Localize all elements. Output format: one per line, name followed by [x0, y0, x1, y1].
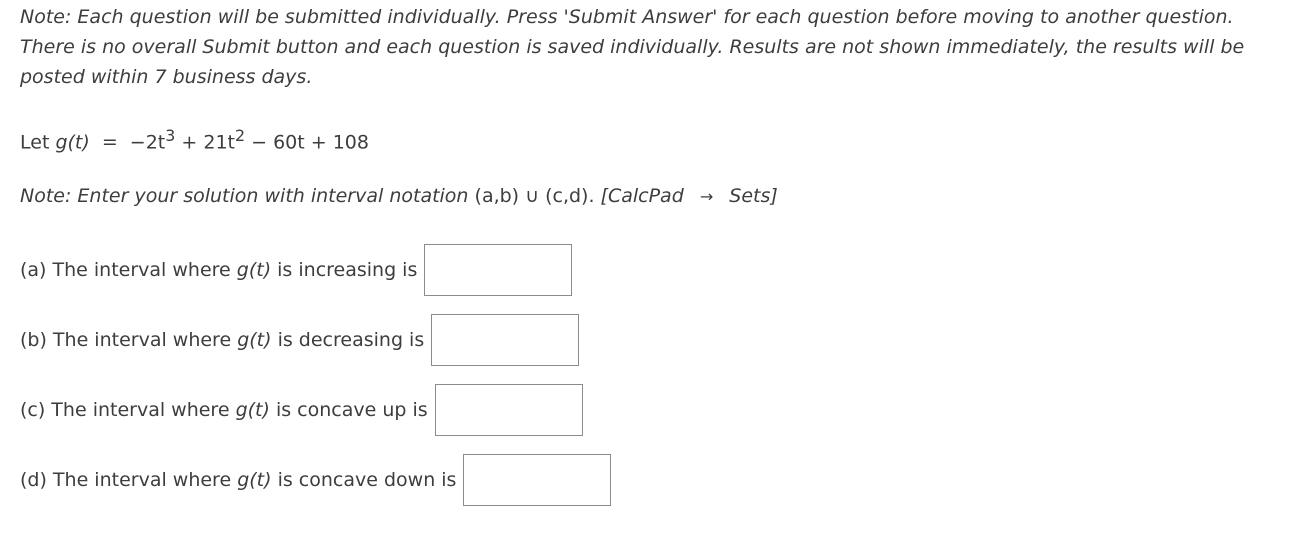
question-d-label — [20, 465, 456, 495]
question-b-label — [20, 325, 424, 355]
equals-sign: = — [101, 131, 118, 154]
question-c-prefix: (c) The interval where — [20, 399, 230, 421]
arrow-right-icon: → — [699, 187, 714, 206]
question-a — [20, 244, 572, 296]
question-d-func: g(t) — [237, 469, 272, 491]
term-rest: − 60t + 108 — [251, 131, 369, 154]
question-c-func: g(t) — [235, 399, 270, 421]
answer-input-c[interactable] — [435, 384, 583, 436]
calcpad-label: [CalcPad — [600, 185, 684, 207]
question-d — [20, 454, 611, 506]
interval-notation-note — [20, 181, 778, 212]
submission-note: Note: Each question will be submitted individually. Press 'Submit Answer' for each question before moving to another question. There is no overall Submit button and each question is saved individually. Results are not shown immediately, the results will be posted within 7 business days. — [20, 6, 1245, 88]
question-c-suffix: is concave up is — [275, 399, 428, 421]
exponent-3: 3 — [165, 126, 176, 145]
term-cubic: −2t — [129, 131, 166, 154]
answer-input-b[interactable] — [431, 314, 579, 366]
function-definition — [20, 121, 369, 157]
question-c-label — [20, 395, 428, 425]
exponent-2: 2 — [234, 126, 246, 145]
question-a-prefix: (a) The interval where — [20, 259, 231, 281]
interval-note-example: (a,b) ∪ (c,d). — [474, 185, 595, 207]
question-b — [20, 314, 579, 366]
answer-input-d[interactable] — [463, 454, 611, 506]
let-label: Let — [20, 131, 50, 154]
function-name: g(t) — [55, 131, 90, 154]
question-b-prefix: (b) The interval where — [20, 329, 232, 351]
answer-input-a[interactable] — [424, 244, 572, 296]
question-c — [20, 384, 583, 436]
interval-note-prefix: Note: Enter your solution with interval notation — [20, 185, 469, 207]
term-quadratic: + 21t — [181, 131, 235, 154]
question-b-func: g(t) — [237, 329, 272, 351]
question-b-suffix: is decreasing is — [277, 329, 425, 351]
question-a-label — [20, 255, 417, 285]
question-a-suffix: is increasing is — [277, 259, 418, 281]
question-d-suffix: is concave down is — [277, 469, 457, 491]
question-a-func: g(t) — [236, 259, 272, 281]
question-d-prefix: (d) The interval where — [20, 469, 232, 491]
sets-label: Sets] — [729, 185, 778, 207]
